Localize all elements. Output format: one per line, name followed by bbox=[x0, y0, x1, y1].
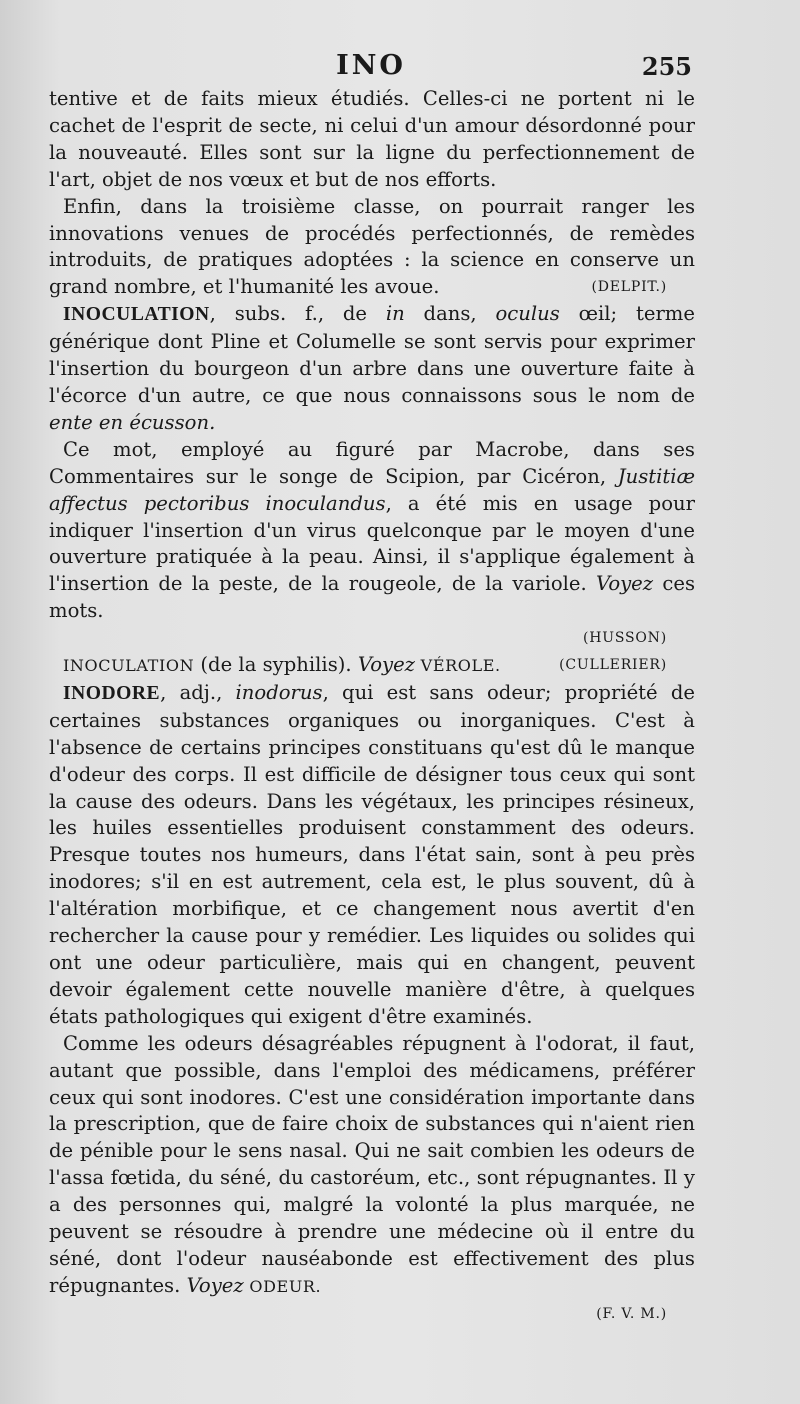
latin-word: inodorus bbox=[235, 680, 323, 704]
signature-cullerier: (CULLERIER) bbox=[559, 657, 667, 674]
entry-inodore bbox=[49, 680, 695, 1031]
signature-line bbox=[49, 625, 695, 652]
paragraph-text: ces mots. bbox=[49, 572, 695, 623]
cross-reference: Voyez bbox=[595, 572, 654, 596]
paragraph-text: Ce mot, employé au figuré par Macrobe, dans ses Commentaires sur le songe de Scipion, par Cicéron, bbox=[49, 437, 695, 488]
entry-text: œil; terme générique dont Pline et Columelle se sont servis pour exprimer l'insertion du bourgeon d'un arbre dans une ouverture faite à l'écorce d'un autre, ce que nous connaissons sous le nom de bbox=[49, 302, 695, 407]
latin-word: oculus bbox=[495, 302, 560, 326]
entry-text: (de la syphilis). bbox=[194, 653, 358, 677]
paragraph-ce-mot bbox=[49, 437, 695, 625]
signature-fvm: (F. V. M.) bbox=[596, 1305, 667, 1322]
headword-inodore: INODORE bbox=[63, 682, 161, 704]
latin-quote: Justitiæ affectus pectoribus inoculandus bbox=[49, 464, 695, 515]
headword-inoculation: INOCULATION bbox=[63, 304, 210, 326]
latin-word: in bbox=[385, 302, 405, 326]
entry-text: , adj., bbox=[160, 680, 236, 704]
cross-reference: Voyez bbox=[357, 653, 415, 677]
signature-husson: (HUSSON) bbox=[583, 630, 667, 647]
paragraph-text: , a été mis en usage pour indiquer l'insertion d'un virus quelconque par le moyen d'une ouverture pratiquée à la peau. Ainsi, il s'applique également à l'insertion de la peste, de la rougeole, de la variole. bbox=[49, 491, 695, 596]
paragraph-text: Comme les odeurs désagréables répugnent à l'odorat, il faut, autant que possible, dans l'emploi des médicamens, préférer ceux qui sont inodores. C'est une considération importante dans la prescription, que de faire choix de substances qui n'aient rien de pénible pour le sens nasal. Qui ne sait combien les odeurs de l'assa fœtida, du séné, du castoréum, etc., sont répugnantes. Il y a des personnes qui, malgré la volonté la plus marquée, ne peuvent se résoudre à prendre une médecine où il entre du séné, dont l'odeur nauséabonde est effectivement des plus répugnantes. bbox=[49, 1031, 695, 1297]
paragraph-enfin bbox=[49, 194, 695, 302]
signature-delpit: (DELPIT.) bbox=[591, 279, 667, 296]
running-head bbox=[50, 50, 692, 84]
reference-verole: VÉROLE. bbox=[415, 656, 501, 676]
paragraph-enfin-text: Enfin, dans la troisième classe, on pourrait ranger les innovations venues de procédés perfectionnés, de remèdes introduits, de pratiques adoptées : la science en conserve un grand nombre, et l'humanité les avoue. bbox=[49, 194, 695, 299]
page-number: 255 bbox=[641, 52, 692, 81]
headword-inoculation-small: INOCULATION bbox=[63, 656, 195, 676]
reference-odeur: ODEUR. bbox=[243, 1276, 322, 1296]
entry-inoculation bbox=[49, 301, 695, 437]
paragraph-intro: tentive et de faits mieux étudiés. Celles-ci ne portent ni le cachet de l'esprit de secte, ni celui d'un amour désordonné pour la nouveauté. Elles sont sur la ligne du perfectionnement de l'art, objet de nos vœux et but de nos efforts. bbox=[49, 87, 695, 191]
body-text bbox=[49, 86, 695, 1328]
entry-text: , subs. f., de bbox=[209, 302, 386, 326]
entry-inoculation-syphilis bbox=[49, 652, 695, 680]
entry-text: , qui est sans odeur; propriété de certaines substances organiques ou inorganiques. C'est à l'absence de certains principes constituans qu'est dû le manque d'odeur des corps. Il est difficile de désigner tous ceux qui sont la cause des odeurs. Dans les végétaux, les principes résineux, les huiles essentielles produisent constamment des odeurs. Presque toutes nos humeurs, dans l'état sain, sont à peu près inodores; s'il en est autrement, cela est, le plus souvent, dû à l'altération morbifique, et ce changement nous avertit d'en rechercher la cause pour y remédier. Les liquides ou solides qui ont une odeur particulière, mais qui en changent, peuvent devoir également cette nouvelle manière d'être, à quelques états pathologiques qui exigent d'être examinés. bbox=[49, 680, 695, 1028]
italic-term: ente en écusson. bbox=[49, 410, 216, 434]
cross-reference: Voyez bbox=[186, 1273, 244, 1297]
signature-line bbox=[49, 1301, 695, 1328]
entry-text: dans, bbox=[404, 302, 496, 326]
running-head-word: INO bbox=[336, 50, 406, 81]
paragraph-comme bbox=[49, 1031, 695, 1301]
